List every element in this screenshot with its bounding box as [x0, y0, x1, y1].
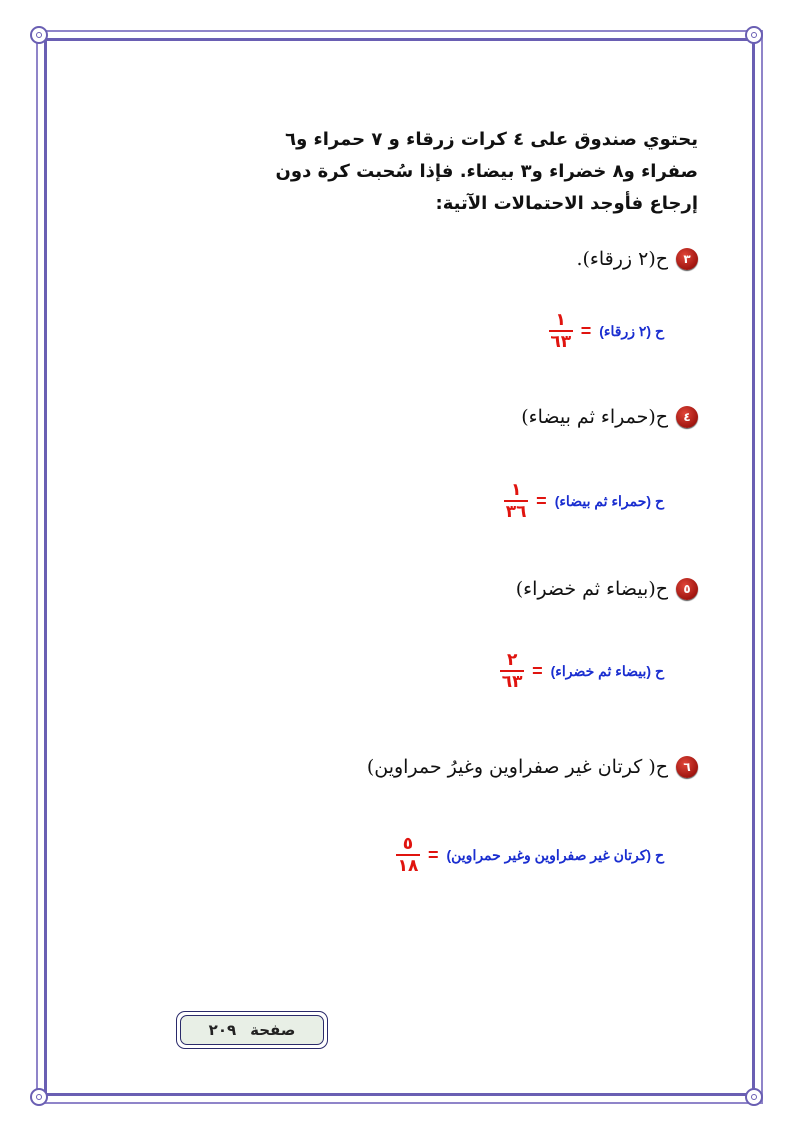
- answer-6: [396, 836, 664, 874]
- answer-5: [500, 652, 664, 690]
- problem-line-3: إرجاع فأوجد الاحتمالات الآتية:: [435, 193, 698, 214]
- problem-line-1: يحتوي صندوق على ٤ كرات زرقاء و ٧ حمراء و٦: [285, 129, 698, 150]
- fraction-denominator: ٣٦: [505, 502, 527, 522]
- corner-ornament-icon: [745, 1088, 763, 1106]
- fraction-numerator: ٥: [402, 834, 414, 854]
- fraction-denominator: ٦٣: [550, 332, 572, 352]
- question-number-badge: ٤: [676, 406, 698, 428]
- fraction-numerator: ١: [510, 480, 522, 500]
- question-text: ح(بيضاء ثم خضراء): [515, 578, 668, 600]
- question-number-badge: ٥: [676, 578, 698, 600]
- question-text: ح(حمراء ثم بيضاء): [521, 406, 668, 428]
- answer-fraction: [396, 836, 420, 874]
- fraction-denominator: ١٨: [397, 856, 419, 876]
- problem-line-2: صفراء و٨ خضراء و٣ بيضاء. فإذا سُحبت كرة دون: [275, 161, 698, 182]
- question-text: ح(٢ زرقاء).: [576, 248, 668, 270]
- question-4: [521, 406, 698, 428]
- equals-sign: =: [427, 844, 439, 865]
- question-6: [367, 756, 698, 778]
- problem-statement: [276, 124, 698, 220]
- page-number-box: [176, 1011, 328, 1049]
- answer-fraction: [504, 482, 528, 520]
- page-word: صفحة: [250, 1021, 296, 1039]
- question-number-badge: ٦: [676, 756, 698, 778]
- answer-label: ح (بيضاء ثم خضراء): [550, 662, 664, 679]
- corner-ornament-icon: [745, 26, 763, 44]
- answer-fraction: [549, 312, 573, 350]
- fraction-denominator: ٦٣: [501, 672, 523, 692]
- answer-4: [504, 482, 664, 520]
- answer-label: ح (٢ زرقاء): [599, 322, 664, 339]
- question-3: [576, 248, 698, 270]
- question-text: ح( كرتان غير صفراوين وغيرُ حمراوين): [366, 756, 668, 778]
- fraction-numerator: ١: [555, 310, 566, 330]
- answer-label: ح (كرتان غير صفراوين وغير حمراوين): [446, 846, 664, 863]
- corner-ornament-icon: [30, 1088, 48, 1106]
- equals-sign: =: [532, 660, 543, 681]
- answer-3: [549, 312, 664, 350]
- answer-fraction: [500, 652, 524, 690]
- question-number-badge: ٣: [676, 248, 698, 270]
- question-5: [516, 578, 698, 600]
- corner-ornament-icon: [30, 26, 48, 44]
- equals-sign: =: [536, 490, 547, 511]
- page-number-box-inner: [180, 1015, 324, 1045]
- page-number: ٢٠٩: [208, 1021, 237, 1039]
- equals-sign: =: [580, 320, 592, 341]
- fraction-numerator: ٢: [506, 650, 518, 670]
- answer-label: ح (حمراء ثم بيضاء): [554, 492, 664, 509]
